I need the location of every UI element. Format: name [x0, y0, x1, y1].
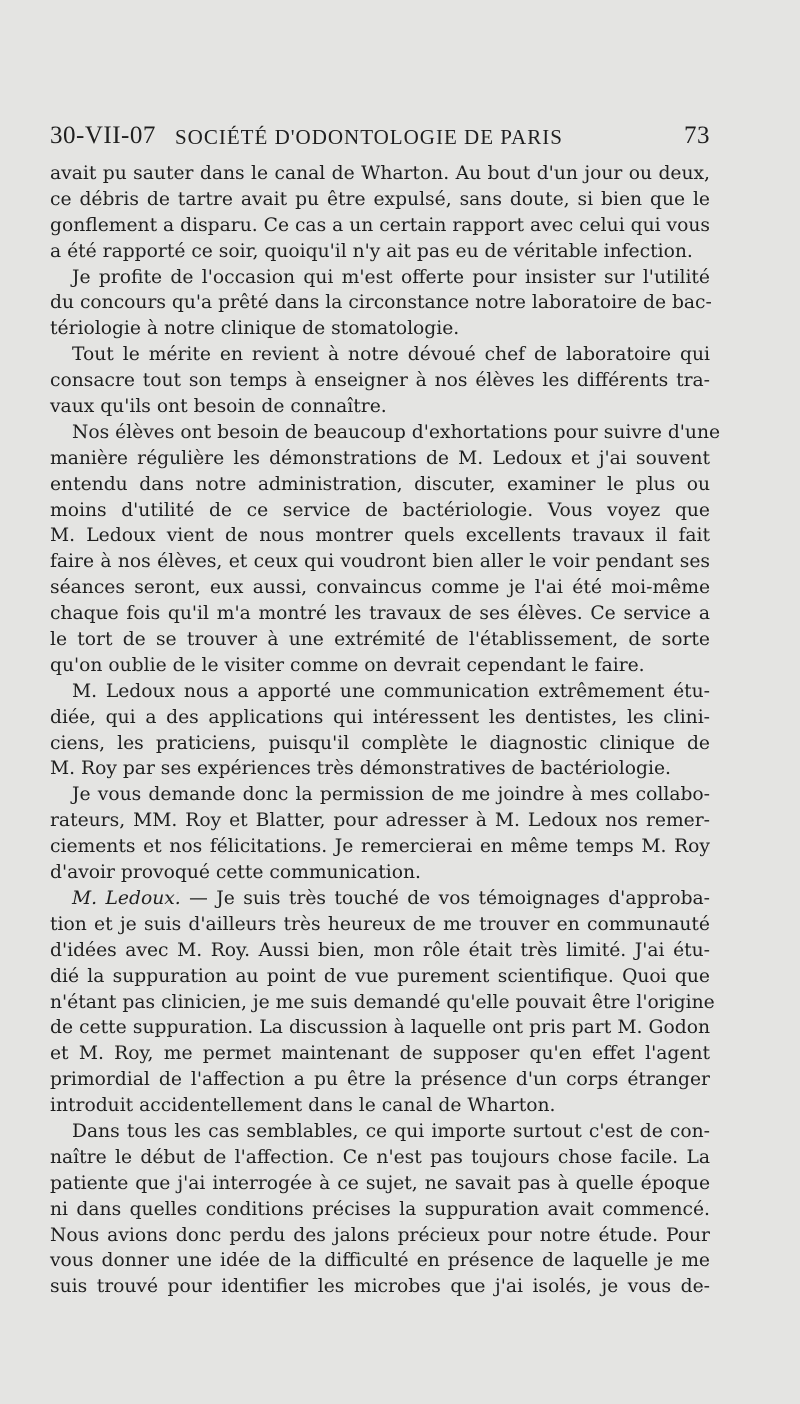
text-line: ni dans quelles conditions précises la suppuration avait commencé. [50, 1198, 710, 1220]
text-line: ciens, les praticiens, puisqu'il complète le diagnostic clinique de [50, 732, 710, 754]
body-text [50, 161, 721, 1300]
text-line: tériologie à notre clinique de stomatologie. [50, 318, 460, 340]
text-line: Nous avions donc perdu des jalons précieux pour notre étude. Pour [50, 1224, 710, 1246]
text-line: faire à nos élèves, et ceux qui voudront bien aller le voir pendant ses [50, 551, 710, 573]
running-header [50, 122, 710, 154]
text-line: d'avoir provoqué cette communication. [50, 862, 421, 884]
text-line: Nos élèves ont besoin de beaucoup d'exhortations pour suivre d'une [72, 421, 721, 443]
text-line: naître le début de l'affection. Ce n'est pas toujours chose facile. La [50, 1146, 710, 1168]
text-line: diée, qui a des applications qui intéressent les dentistes, les clini- [50, 706, 710, 728]
text-line: M. Roy par ses expériences très démonstratives de bactériologie. [50, 758, 671, 780]
text-line: gonflement a disparu. Ce cas a un certain rapport avec celui qui vous [50, 214, 710, 236]
text-line: suis trouvé pour identifier les microbes que j'ai isolés, je vous de- [50, 1276, 710, 1298]
text-line: Je profite de l'occasion qui m'est offerte pour insister sur l'utilité [72, 266, 710, 288]
text-line: moins d'utilité de ce service de bactériologie. Vous voyez que [50, 499, 710, 521]
text-line: consacre tout son temps à enseigner à nos élèves les différents tra- [50, 370, 710, 392]
text-line: Dans tous les cas semblables, ce qui importe surtout c'est de con- [72, 1120, 710, 1142]
text-line: séances seront, eux aussi, convaincus comme je l'ai été moi-même [50, 577, 710, 599]
text-line: ce débris de tartre avait pu être expulsé, sans doute, si bien que le [50, 188, 710, 210]
text-line: introduit accidentellement dans le canal de Wharton. [50, 1095, 556, 1117]
text-line: chaque fois qu'il m'a montré les travaux de ses élèves. Ce service a [50, 603, 710, 625]
text-line: primordial de l'affection a pu être la présence d'un corps étranger [50, 1069, 710, 1091]
text-line: dié la suppuration au point de vue purement scientifique. Quoi que [50, 965, 710, 987]
text-line: a été rapporté ce soir, quoiqu'il n'y ait pas eu de véritable infection. [50, 240, 693, 262]
speaker-text: — Je suis très touché de vos témoignages d'approba- [189, 887, 710, 909]
text-line: M. Ledoux vient de nous montrer quels excellents travaux il fait [50, 525, 710, 547]
text-line: le tort de se trouver à une extrémité de l'établissement, de sorte [50, 629, 710, 651]
text-line: entendu dans notre administration, discuter, examiner le plus ou [50, 473, 710, 495]
text-line: du concours qu'a prêté dans la circonstance notre laboratoire de bac- [50, 292, 712, 314]
text-line: Tout le mérite en revient à notre dévoué chef de laboratoire qui [72, 344, 710, 366]
text-line: ciements et nos félicitations. Je remercierai en même temps M. Roy [50, 836, 710, 858]
speaker-name: M. Ledoux. [72, 887, 181, 909]
text-line: de cette suppuration. La discussion à laquelle ont pris part M. Godon [50, 1017, 710, 1039]
text-line: qu'on oublie de le visiter comme on devrait cependant le faire. [50, 654, 645, 676]
speaker-line [50, 886, 710, 912]
header-date: 30-VII-07 [50, 122, 156, 149]
text-line: vaux qu'ils ont besoin de connaître. [50, 396, 387, 418]
text-line: manière régulière les démonstrations de M. Ledoux et j'ai souvent [50, 447, 710, 469]
text-line: rateurs, MM. Roy et Blatter, pour adresser à M. Ledoux nos remer- [50, 810, 710, 832]
text-line: et M. Roy, me permet maintenant de supposer qu'en effet l'agent [50, 1043, 710, 1065]
text-line: n'étant pas clinicien, je me suis demandé qu'elle pouvait être l'origine [50, 991, 715, 1013]
text-line: M. Ledoux nous a apporté une communication extrêmement étu- [72, 680, 710, 702]
text-line: tion et je suis d'ailleurs très heureux de me trouver en communauté [50, 913, 710, 935]
text-line: avait pu sauter dans le canal de Wharton. Au bout d'un jour ou deux, [50, 163, 710, 184]
header-journal-title: SOCIÉTÉ D'ODONTOLOGIE DE PARIS [175, 125, 563, 149]
text-line: d'idées avec M. Roy. Aussi bien, mon rôle était très limité. J'ai étu- [50, 939, 710, 961]
page-number: 73 [684, 122, 710, 149]
text-line: vous donner une idée de la difficulté en présence de laquelle je me [50, 1250, 710, 1272]
text-line: patiente que j'ai interrogée à ce sujet, ne savait pas à quelle époque [50, 1172, 710, 1194]
text-line: Je vous demande donc la permission de me joindre à mes collabo- [72, 784, 710, 806]
